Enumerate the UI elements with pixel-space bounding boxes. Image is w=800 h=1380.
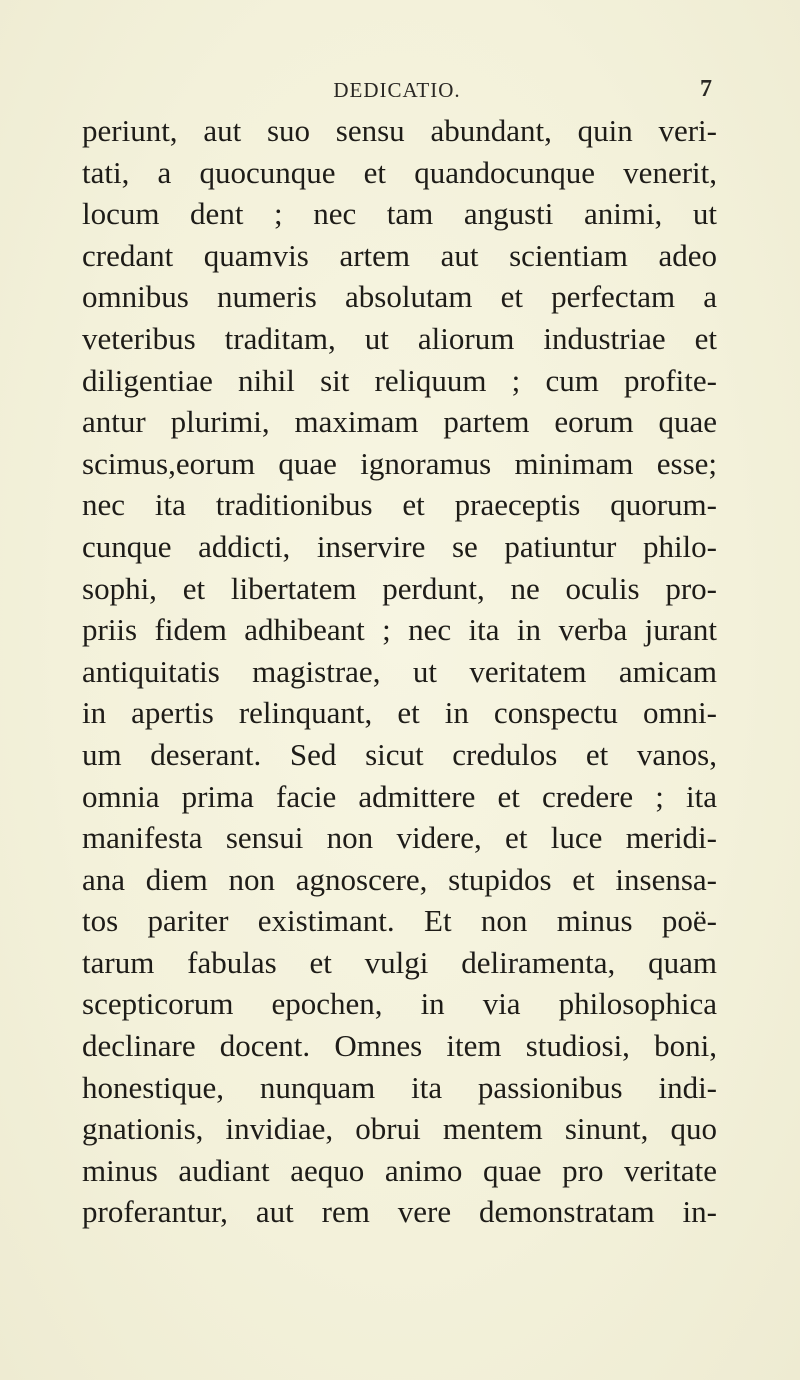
text-line: priis fidem adhibeant ; nec ita in verba jurant (82, 612, 717, 648)
text-line: diligentiae nihil sit reliquum ; cum profite- (82, 362, 717, 398)
text-line: manifesta sensui non videre, et luce meridi- (82, 820, 717, 856)
text-line: honestique, nunquam ita passionibus indi- (82, 1069, 717, 1105)
text-line: antiquitatis magistrae, ut veritatem amicam (82, 653, 717, 689)
text-line: omnia prima facie admittere et credere ; ita (82, 778, 717, 814)
text-line: um deserant. Sed sicut credulos et vanos, (82, 736, 717, 772)
text-line: scimus,eorum quae ignoramus minimam esse; (82, 445, 717, 481)
text-line: tos pariter existimant. Et non minus poë- (82, 903, 717, 939)
text-line: minus audiant aequo animo quae pro veritate (82, 1152, 717, 1188)
text-line: cunque addicti, inservire se patiuntur philo- (82, 528, 717, 564)
text-line: scepticorum epochen, in via philosophica (82, 986, 717, 1022)
text-line: gnationis, invidiae, obrui mentem sinunt, quo (82, 1111, 717, 1147)
page-number: 7 (700, 76, 712, 102)
text-line: periunt, aut suo sensu abundant, quin veri- (82, 113, 717, 148)
text-line: ana diem non agnoscere, stupidos et insensa- (82, 861, 717, 897)
text-line: locum dent ; nec tam angusti animi, ut (82, 196, 717, 232)
text-line: proferantur, aut rem vere demonstratam in- (82, 1194, 717, 1230)
running-head: DEDICATIO. (333, 78, 461, 102)
text-line: nec ita traditionibus et praeceptis quorum- (82, 487, 717, 523)
text-line: veteribus traditam, ut aliorum industriae et (82, 320, 717, 356)
text-line: in apertis relinquant, et in conspectu omni- (82, 695, 717, 731)
text-line: antur plurimi, maximam partem eorum quae (82, 404, 717, 440)
text-line: omnibus numeris absolutam et perfectam a (82, 279, 717, 315)
text-line: sophi, et libertatem perdunt, ne oculis pro- (82, 570, 717, 606)
text-line: credant quamvis artem aut scientiam adeo (82, 237, 717, 273)
body-text (82, 110, 717, 1233)
text-line: tarum fabulas et vulgi deliramenta, quam (82, 944, 717, 980)
text-line: declinare docent. Omnes item studiosi, boni, (82, 1028, 717, 1064)
page-header (82, 78, 712, 110)
text-line: tati, a quocunque et quandocunque venerit, (82, 154, 717, 190)
